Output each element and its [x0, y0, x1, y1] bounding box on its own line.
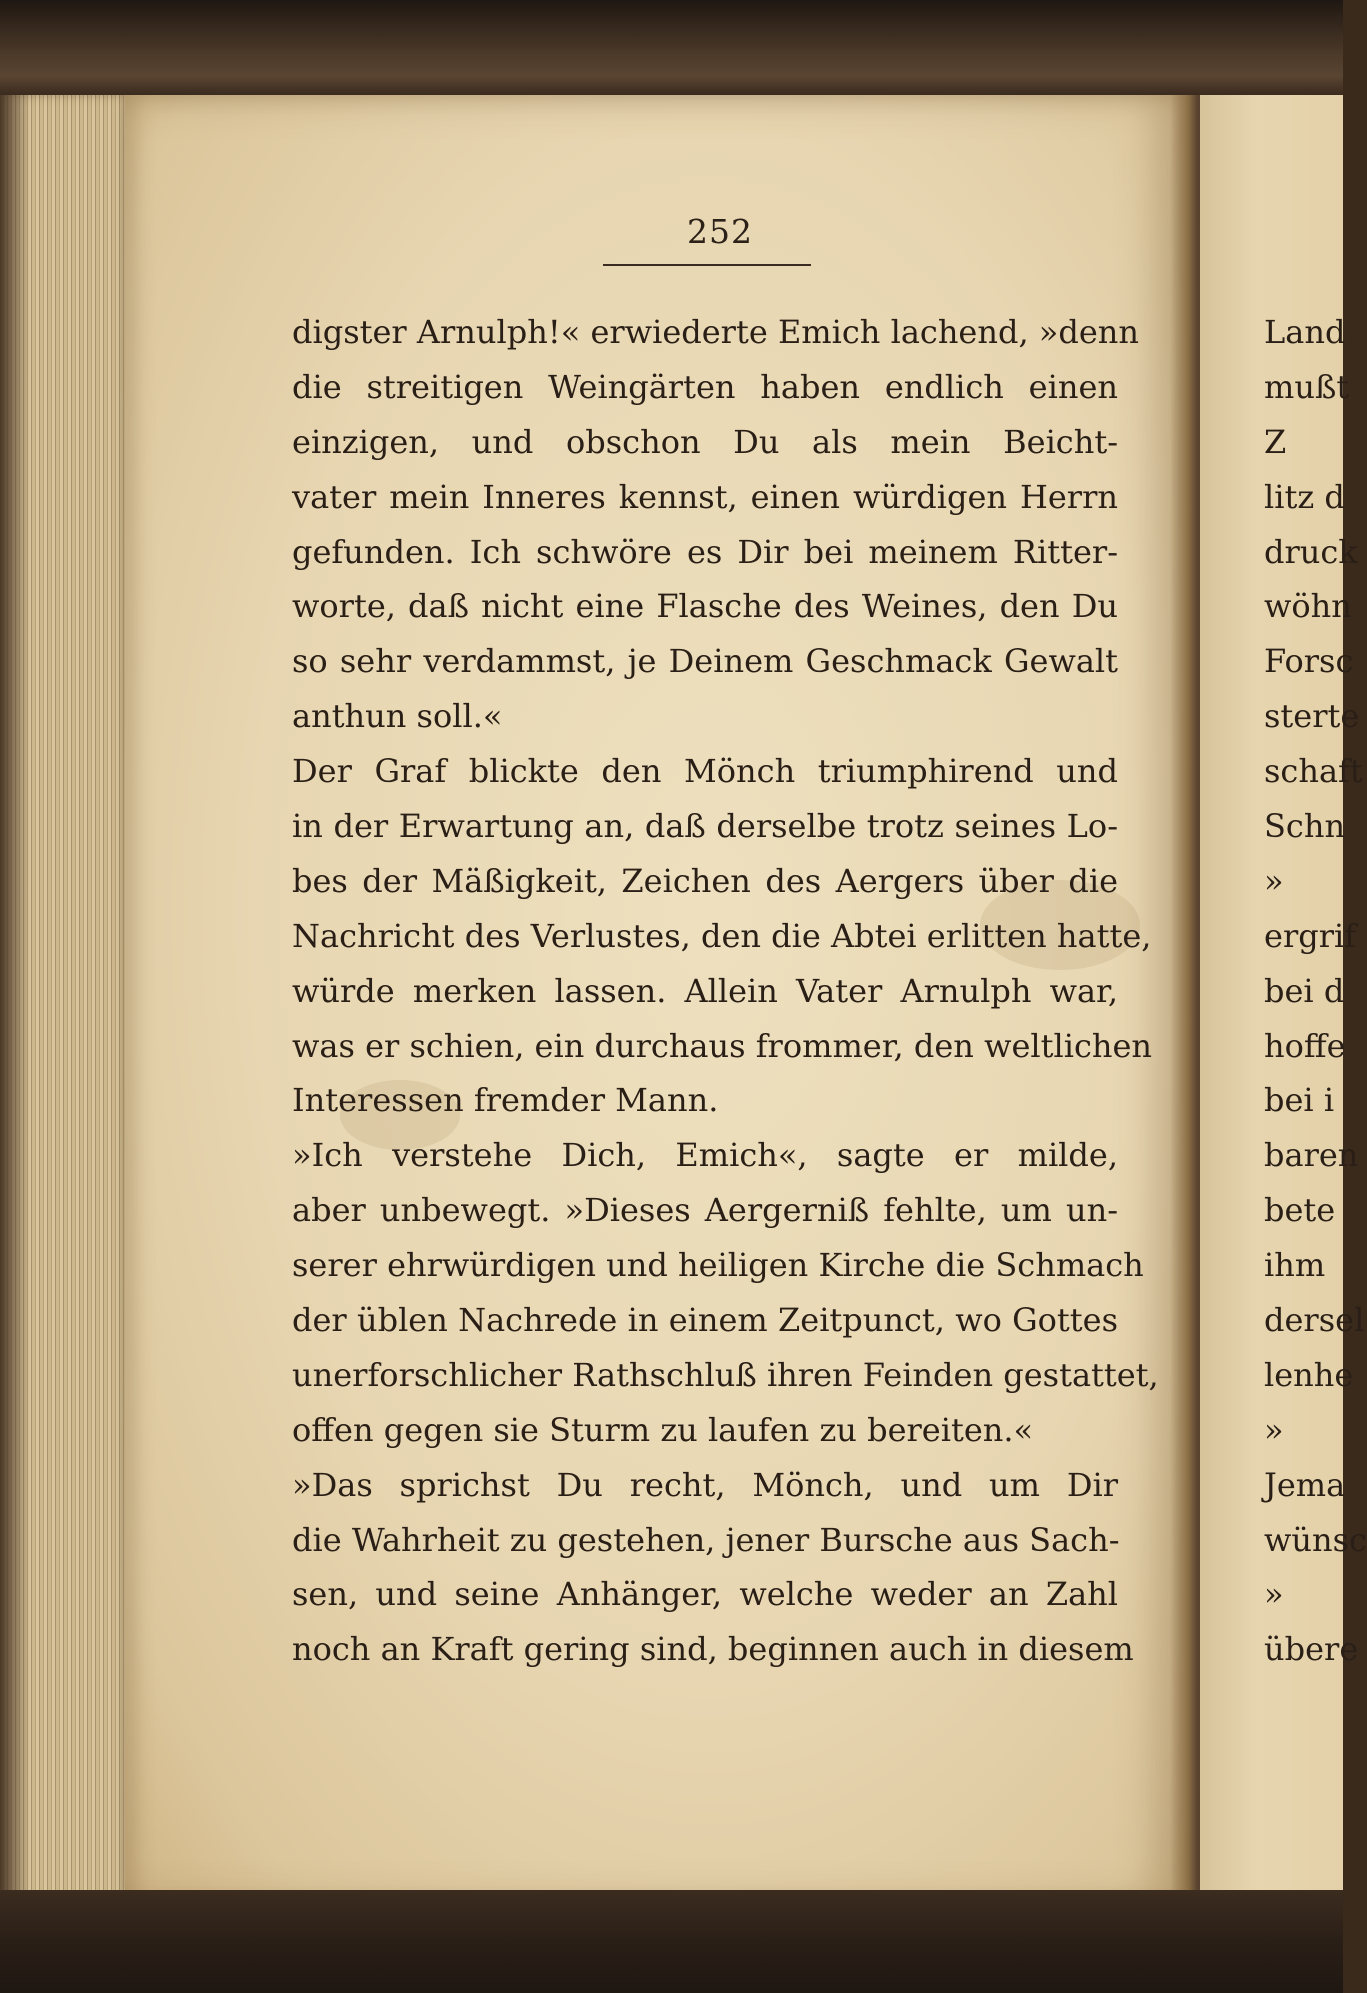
text-line: worte, daß nicht eine Flasche des Weines, den Du: [292, 587, 1118, 626]
right-page-line: »: [1264, 1575, 1284, 1614]
right-page-line: baren: [1264, 1136, 1359, 1175]
right-page-line: »: [1264, 861, 1284, 900]
text-line: digster Arnulph!« erwiederte Emich lachend, »denn: [292, 313, 1140, 351]
text-line: so sehr verdammst, je Deinem Geschmack Gewalt: [292, 642, 1118, 681]
text-line: »Ich verstehe Dich, Emich«, sagte er milde,: [292, 1136, 1118, 1175]
right-page-line: lenhe: [1264, 1355, 1354, 1394]
text-line: sen, und seine Anhänger, welche weder an Zahl: [292, 1575, 1118, 1614]
right-page-line: Z: [1264, 422, 1287, 461]
right-page-line: wöhn: [1264, 587, 1352, 626]
text-line: die streitigen Weingärten haben endlich einen: [292, 367, 1118, 406]
right-page-line: bei i: [1264, 1081, 1335, 1120]
right-page-line: Land: [1264, 313, 1346, 351]
right-page-line: übere: [1264, 1630, 1359, 1669]
text-line: Interessen fremder Mann.: [292, 1081, 719, 1120]
text-line: die Wahrheit zu gestehen, jener Bursche aus Sach-: [292, 1520, 1120, 1559]
right-page-line: »: [1264, 1410, 1284, 1449]
book-cover-bottom: [0, 1890, 1343, 1993]
page-number: 252: [687, 212, 753, 251]
right-page-line: wünsc: [1264, 1520, 1367, 1559]
right-page-line: bete: [1264, 1191, 1336, 1230]
header-rule: [603, 264, 811, 266]
text-line: der üblen Nachrede in einem Zeitpunct, wo Gottes: [292, 1301, 1118, 1340]
right-page-line: Forsc: [1264, 642, 1354, 681]
text-line: in der Erwartung an, daß derselbe trotz seines Lo-: [292, 807, 1118, 846]
text-line: noch an Kraft gering sind, beginnen auch in diesem: [292, 1630, 1134, 1669]
text-line: was er schien, ein durchaus frommer, den weltlichen: [292, 1026, 1153, 1065]
right-page-line: sterte: [1264, 697, 1360, 736]
text-line: würde merken lassen. Allein Vater Arnulph war,: [292, 971, 1118, 1010]
right-page-line: ihm: [1264, 1246, 1326, 1285]
text-line: einzigen, und obschon Du als mein Beicht-: [292, 422, 1118, 461]
text-line: aber unbewegt. »Dieses Aergerniß fehlte, um un-: [292, 1191, 1118, 1230]
right-page-line: schaft: [1264, 752, 1363, 791]
right-page-line: dersel: [1264, 1301, 1365, 1340]
text-line: serer ehrwürdigen und heiligen Kirche die Schmach: [292, 1246, 1144, 1285]
text-line: offen gegen sie Sturm zu laufen zu bereiten.«: [292, 1410, 1034, 1449]
text-line: gefunden. Ich schwöre es Dir bei meinem Ritter-: [292, 532, 1118, 571]
text-line: bes der Mäßigkeit, Zeichen des Aergers über die: [292, 861, 1118, 900]
text-line: vater mein Inneres kennst, einen würdigen Herrn: [292, 477, 1118, 516]
right-page-line: mußt: [1264, 367, 1350, 406]
right-page-line: druck: [1264, 532, 1358, 571]
page-stack-edge: [0, 95, 130, 1905]
right-page-line: bei d: [1264, 971, 1345, 1010]
text-line: Der Graf blickte den Mönch triumphirend und: [292, 752, 1118, 791]
book-cover-top: [0, 0, 1343, 95]
right-page-line: Schn: [1264, 807, 1346, 846]
right-page-line: litz d: [1264, 477, 1345, 516]
right-page-text: [1264, 305, 1367, 1677]
text-line: Nachricht des Verlustes, den die Abtei erlitten hatte,: [292, 916, 1152, 955]
text-line: unerforschlicher Rathschluß ihren Feinden gestattet,: [292, 1355, 1159, 1394]
right-page-line: hoffe: [1264, 1026, 1346, 1065]
right-page-line: Jema: [1264, 1465, 1346, 1504]
body-text: [292, 305, 1159, 1677]
right-page-line: ergrif: [1264, 916, 1357, 955]
text-line: »Das sprichst Du recht, Mönch, und um Dir: [292, 1465, 1118, 1504]
text-line: anthun soll.«: [292, 697, 503, 736]
